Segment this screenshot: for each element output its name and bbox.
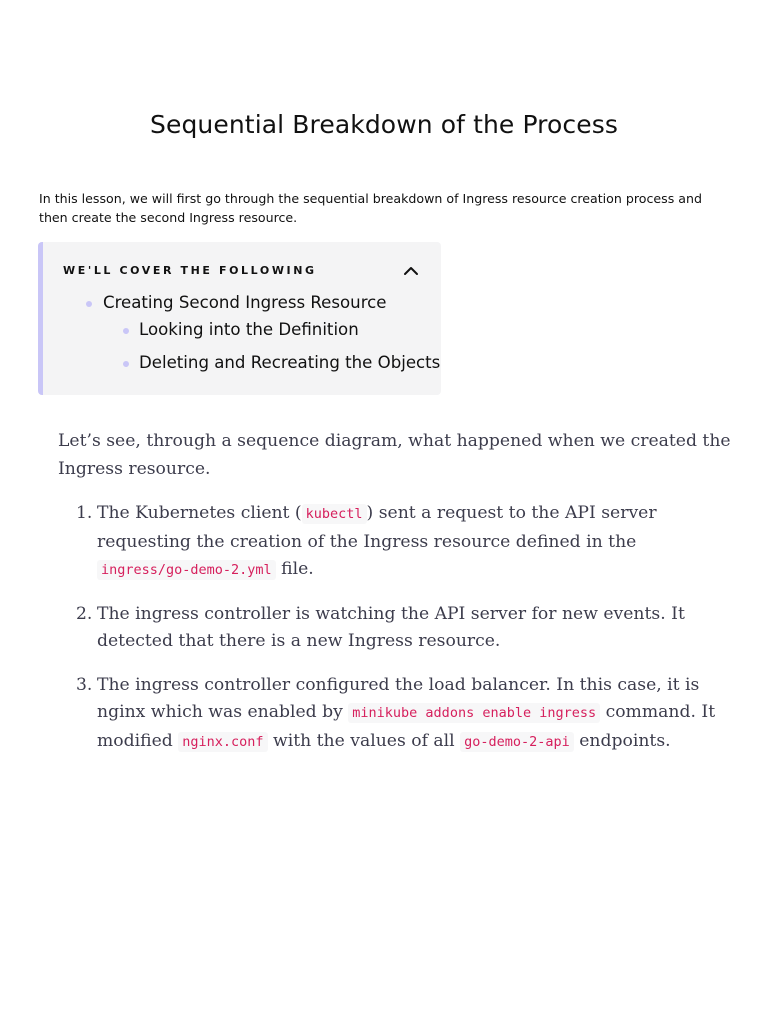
step-number: 1. [76,503,93,523]
toc-item-looking-into-definition[interactable] [139,320,359,339]
step-text: with the values of all [267,730,461,751]
toc-item-label: Deleting and Recreating the Objects [139,353,441,372]
step-item [58,500,718,585]
step-text: command. It modified [97,702,716,751]
inline-code: ingress/go-demo-2.yml [97,560,276,580]
inline-code: nginx.conf [178,732,267,752]
step-text: ) sent a request to the API server requesting the creation of the Ingress resource defined in the [97,503,657,552]
toc-item-deleting-recreating[interactable] [139,353,440,372]
bullet-icon [86,301,92,307]
inline-code: kubectl [302,504,367,524]
toc-item-creating-second-ingress[interactable] [103,293,386,312]
lesson-intro: In this lesson, we will first go through the sequential breakdown of Ingress resource creation process and then create the second Ingress resource. [39,191,702,225]
chevron-up-icon[interactable] [402,264,420,278]
step-text: file. [275,559,314,579]
step-number: 3. [76,674,93,695]
step-number: 2. [76,603,93,624]
step-item [58,601,718,656]
lead-paragraph: Let’s see, through a sequence diagram, what happened when we created the Ingress resource. [58,431,731,479]
step-text: endpoints. [573,730,671,751]
cover-heading: WE'LL COVER THE FOLLOWING [63,264,317,277]
step-text: The ingress controller is watching the API server for new events. It detected that there is a new Ingress resource. [97,603,685,651]
bullet-icon [123,328,129,334]
step-text: The ingress controller configured the load balancer. In this case, it is nginx which was enabled by [97,674,700,722]
toc-item-label: Looking into the Definition [139,320,359,339]
cover-following-panel [38,242,441,395]
toc-item-label: Creating Second Ingress Resource [103,293,387,312]
bullet-icon [123,361,129,367]
page-title: Sequential Breakdown of the Process [150,110,618,139]
step-text: The Kubernetes client ( [97,503,302,523]
inline-code: go-demo-2-api [460,732,574,752]
process-steps-list [58,500,718,772]
inline-code: minikube addons enable ingress [348,703,600,723]
step-item [58,672,718,757]
